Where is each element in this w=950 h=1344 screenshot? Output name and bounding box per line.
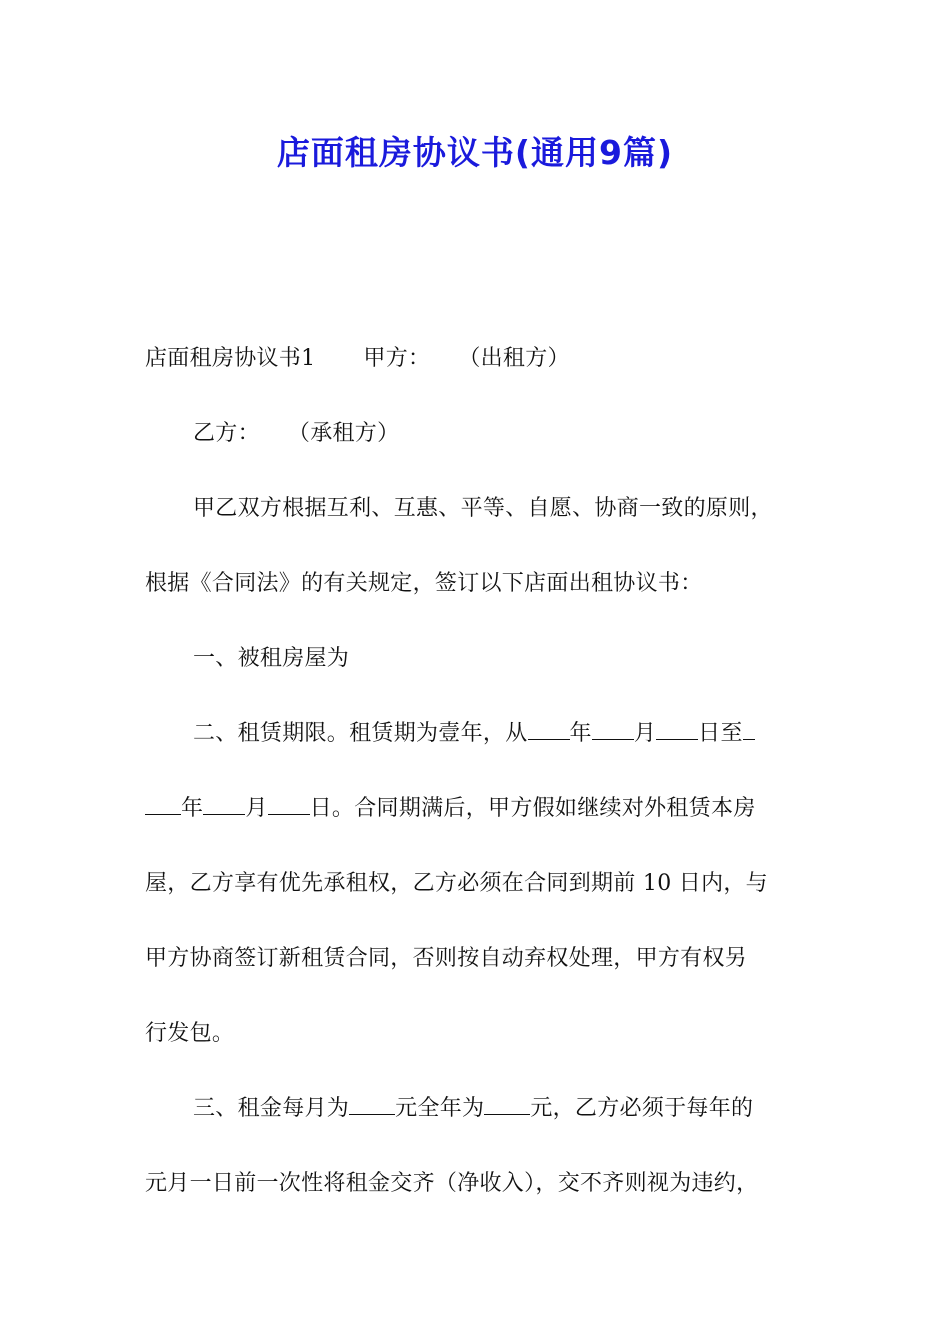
clause-2-line-2 (145, 794, 835, 824)
clause-3-intro: 三、租金每月为 (193, 1096, 350, 1121)
clause-3-line-1 (193, 1094, 835, 1124)
month2-label: 月 (245, 796, 268, 821)
header-line (145, 344, 835, 374)
clause-1: 一、被租房屋为 (193, 646, 350, 671)
clause-3-line-2: 元月一日前一次性将租金交齐（净收入），交不齐则视为违约， (145, 1171, 759, 1196)
day2-blank (268, 794, 310, 815)
year-blank-start (743, 719, 755, 740)
clause-2-line-3: 屋，乙方享有优先承租权，乙方必须在合同到期前 10 日内，与 (145, 871, 768, 896)
document-title: 店面租房协议书(通用9篇) (276, 133, 674, 172)
party-a-label: 甲方： (363, 346, 431, 371)
year-blank (528, 719, 570, 740)
preamble-line-2: 根据《合同法》的有关规定，签订以下店面出租协议书： (145, 571, 703, 596)
clause-2-line-4: 甲方协商签订新租赁合同，否则按自动弃权处理，甲方有权另 (145, 946, 748, 971)
month-label: 月 (633, 721, 657, 746)
month2-blank (203, 794, 245, 815)
annual-rent-blank (484, 1094, 530, 1115)
clause-2-intro: 二、租赁期限。租赁期为壹年，从 (193, 721, 528, 746)
year-label: 年 (569, 721, 592, 746)
year2-label: 年 (181, 796, 204, 821)
party-a-role: （出租方） (458, 346, 570, 371)
clause-2-continuation: 日。合同期满后，甲方假如继续对外租赁本房 (309, 796, 756, 821)
month-blank (592, 719, 634, 740)
clause-2-line-1 (193, 719, 835, 749)
party-b-line (193, 419, 835, 449)
day-to-label: 日至 (698, 721, 743, 746)
monthly-rent-blank (349, 1094, 395, 1115)
party-b-role: （承租方） (287, 421, 400, 446)
party-b-label: 乙方： (193, 421, 260, 446)
preamble-line-1: 甲乙双方根据互利、互惠、平等、自愿、协商一致的原则， (193, 496, 773, 521)
annual-label: 元全年为 (395, 1096, 485, 1121)
year-blank-end (145, 794, 181, 815)
agreement-name: 店面租房协议书1 (145, 346, 316, 371)
day-blank (656, 719, 698, 740)
clause-2-line-5: 行发包。 (145, 1021, 235, 1046)
clause-3-continuation: 元，乙方必须于每年的 (530, 1096, 754, 1121)
